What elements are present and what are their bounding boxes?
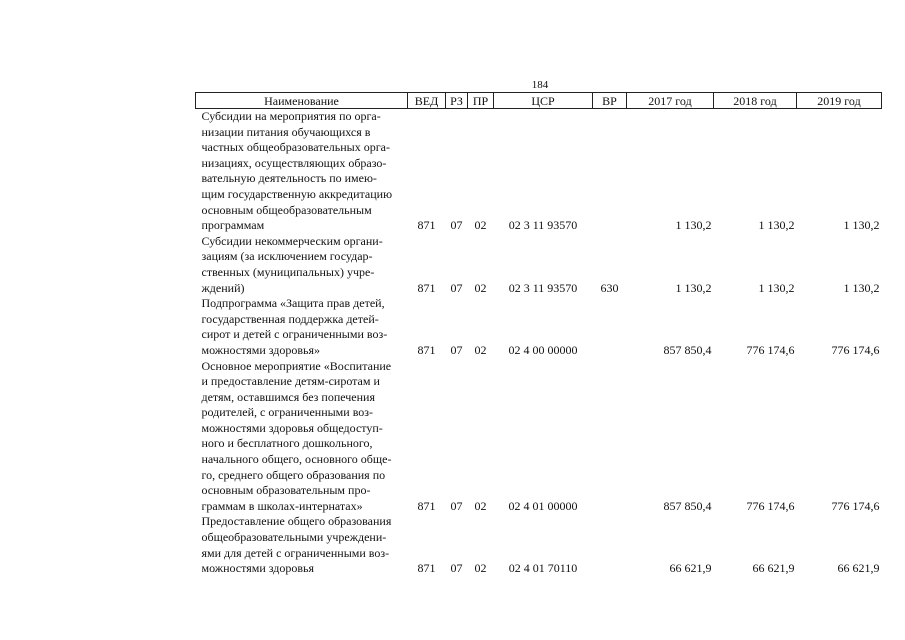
cell-rz: 07 (450, 498, 463, 513)
cell-y2019: 1 130,2 (843, 218, 880, 233)
row-name-line: ями для детей с ограниченными воз- (201, 545, 390, 560)
cell-y2017: 1 130,2 (675, 280, 712, 295)
cell-csr: 02 3 11 93570 (508, 280, 578, 295)
row-name-line: можностями здоровья (201, 561, 315, 576)
row-name-line: общеобразовательными учреждени- (201, 530, 387, 545)
row-name-line: Подпрограмма «Защита прав детей, (201, 296, 385, 311)
cell-pr: 02 (474, 561, 487, 576)
cell-y2017: 857 850,4 (663, 498, 712, 513)
row-name-line: щим государственную аккредитацию (201, 186, 393, 201)
row-name-line: программам (201, 218, 265, 233)
row-name-line: зациям (за исключением государ- (201, 249, 373, 264)
header-2019: 2019 год (797, 93, 882, 109)
cell-rz: 07 (450, 280, 463, 295)
table-body (196, 109, 882, 577)
row-name-line: низациях, осуществляющих образо- (201, 155, 387, 170)
header-name: Наименование (196, 93, 408, 109)
row-name (196, 359, 408, 515)
cell-y2018: 1 130,2 (758, 280, 795, 295)
table-header-row (196, 93, 882, 109)
cell-y2019: 1 130,2 (843, 280, 880, 295)
row-name-line: и предоставление детям-сиротам и (201, 374, 380, 389)
row-name-line: го, среднего общего образования по (201, 467, 386, 482)
row-name-line: государственная поддержка детей- (201, 311, 379, 326)
row-name-line: сирот и детей с ограниченными воз- (201, 327, 388, 342)
row-name-line: вательную деятельность по имею- (201, 171, 377, 186)
row-name (196, 296, 408, 358)
cell-y2017: 66 621,9 (669, 561, 712, 576)
cell-vr (593, 109, 627, 234)
cell-y2018: 776 174,6 (746, 342, 795, 357)
cell-pr: 02 (474, 218, 487, 233)
row-name-line: можностями здоровья общедоступ- (201, 420, 383, 435)
row-name-line: граммам в школах-интернатах» (201, 498, 363, 513)
header-2017: 2017 год (627, 93, 714, 109)
cell-y2019: 776 174,6 (831, 342, 880, 357)
header-pr: ПР (468, 93, 494, 109)
cell-ved: 871 (417, 342, 436, 357)
cell-vr (593, 296, 627, 358)
cell-csr: 02 4 01 00000 (508, 498, 578, 513)
header-vr: ВР (593, 93, 627, 109)
cell-pr: 02 (474, 498, 487, 513)
row-name-line: начального общего, основного обще- (201, 452, 392, 467)
header-rz: РЗ (446, 93, 468, 109)
cell-vr (593, 514, 627, 576)
table-row (196, 296, 882, 358)
cell-csr: 02 4 00 00000 (508, 342, 578, 357)
cell-pr: 02 (474, 280, 487, 295)
cell-ved: 871 (417, 561, 436, 576)
header-ved: ВЕД (408, 93, 446, 109)
table-row (196, 514, 882, 576)
cell-pr: 02 (474, 342, 487, 357)
cell-csr: 02 3 11 93570 (508, 218, 578, 233)
page-number: 184 (531, 79, 549, 91)
row-name-line: родителей, с ограниченными воз- (201, 405, 374, 420)
row-name (196, 514, 408, 576)
cell-y2018: 776 174,6 (746, 498, 795, 513)
cell-y2017: 1 130,2 (675, 218, 712, 233)
row-name-line: Субсидии некоммерческим органи- (201, 233, 383, 248)
cell-ved: 871 (417, 498, 436, 513)
cell-csr: 02 4 01 70110 (508, 561, 578, 576)
table-row (196, 109, 882, 234)
row-name-line: частных общеобразовательных орга- (201, 140, 390, 155)
cell-vr: 630 (600, 280, 619, 295)
row-name (196, 234, 408, 296)
cell-y2018: 66 621,9 (752, 561, 795, 576)
cell-rz: 07 (450, 342, 463, 357)
row-name-line: детям, оставшимся без попечения (201, 389, 375, 404)
cell-rz: 07 (450, 561, 463, 576)
cell-y2017: 857 850,4 (663, 342, 712, 357)
row-name-line: Предоставление общего образования (201, 514, 392, 529)
cell-y2019: 66 621,9 (837, 561, 880, 576)
row-name-line: можностями здоровья» (201, 342, 321, 357)
row-name-line: низации питания обучающихся в (201, 124, 371, 139)
row-name-line: основным образовательным про- (201, 483, 371, 498)
row-name-line: ного и бесплатного дошкольного, (201, 436, 373, 451)
header-csr: ЦСР (494, 93, 593, 109)
row-name-line: ждений) (201, 280, 245, 295)
budget-table (195, 92, 882, 577)
table-row (196, 234, 882, 296)
cell-rz: 07 (450, 218, 463, 233)
row-name-line: ственных (муниципальных) учре- (201, 264, 375, 279)
cell-ved: 871 (417, 218, 436, 233)
row-name (196, 109, 408, 234)
cell-y2018: 1 130,2 (758, 218, 795, 233)
cell-vr (593, 359, 627, 515)
header-2018: 2018 год (714, 93, 797, 109)
cell-ved: 871 (417, 280, 436, 295)
row-name-line: Основное мероприятие «Воспитание (201, 358, 392, 373)
cell-y2019: 776 174,6 (831, 498, 880, 513)
row-name-line: основным общеобразовательным (201, 202, 372, 217)
table-row (196, 359, 882, 515)
row-name-line: Субсидии на мероприятия по орга- (201, 109, 381, 123)
